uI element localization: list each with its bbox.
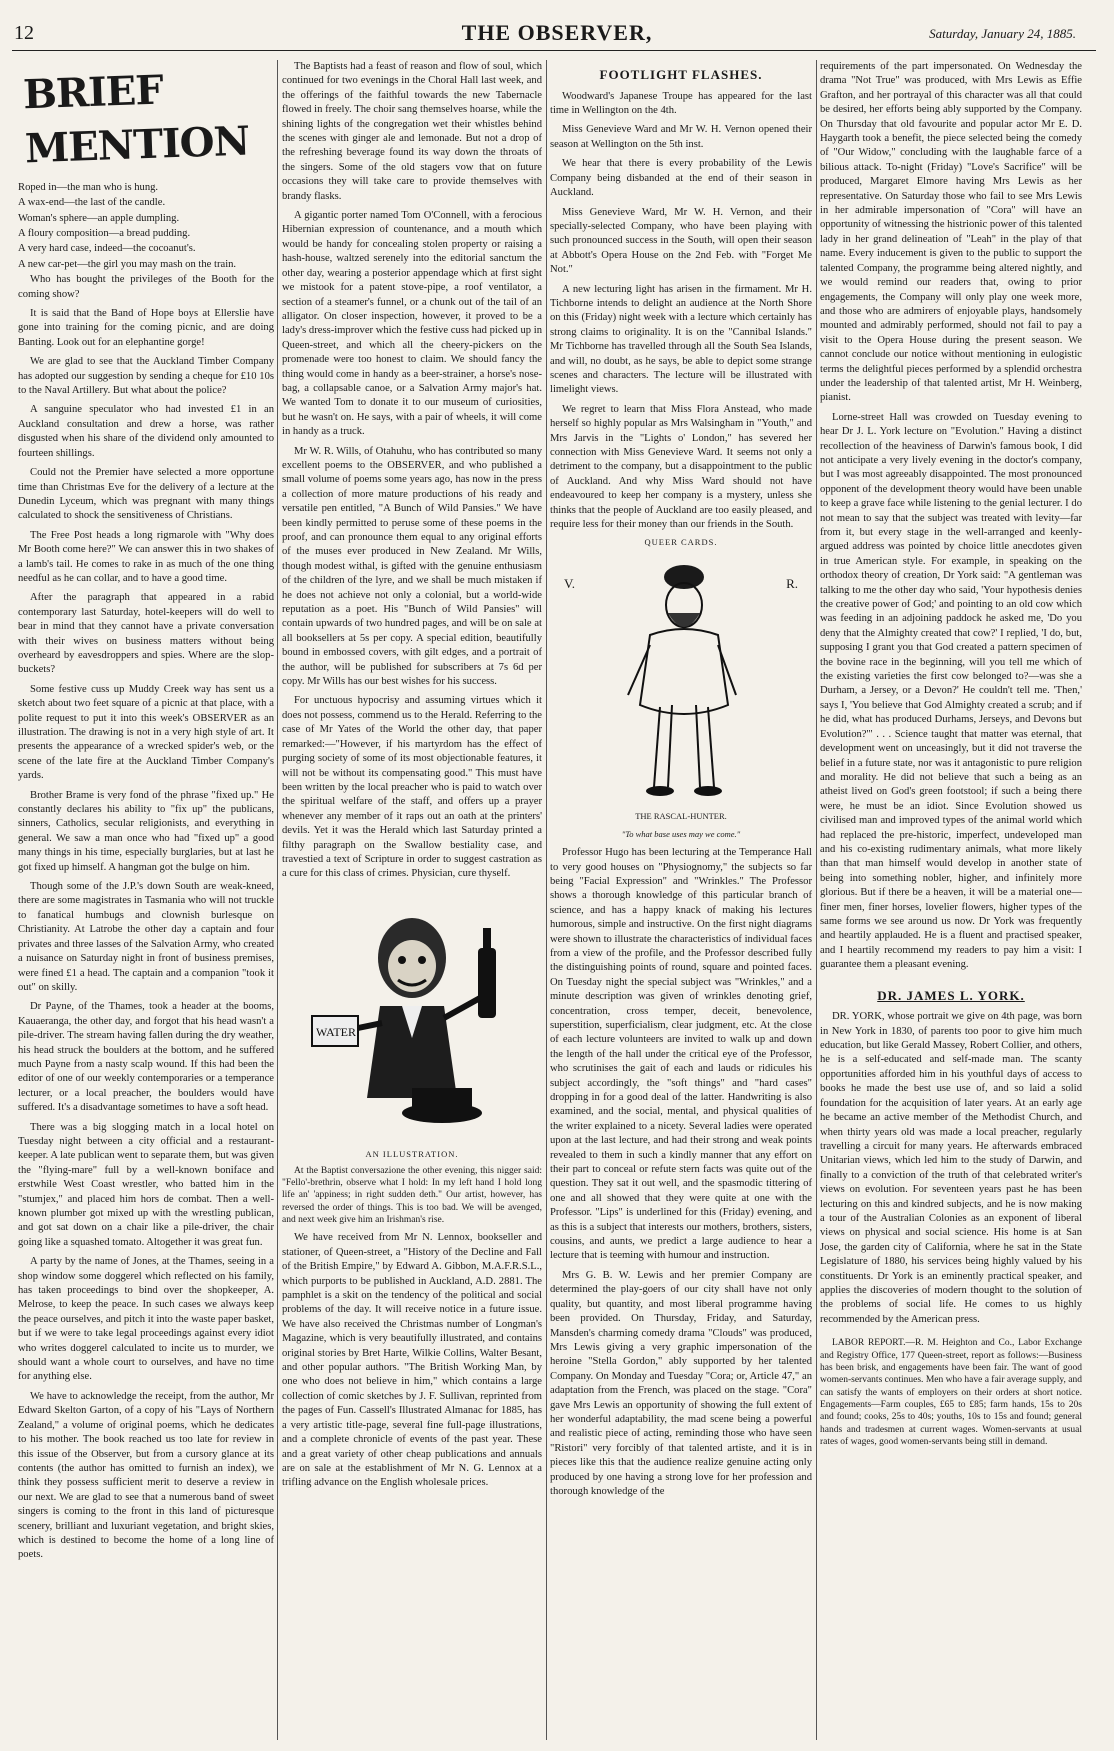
paragraph: Could not the Premier have selected a more opportune time than Christmas Eve for the delivery of a lecture at the Dunedin Lyceum, which was pregnant with many things calculated to shock the sensitiveness of Christians. [18,467,274,522]
paragraph: DR. YORK, whose portrait we give on 4th page, was born in New York in 1830, of parents too poor to give him much education, but like Gerald Massey, Robert Collier, and others, he is a self-educated and self-made man. The scanty opportunities afforded him in his youthful days of access to books he made the best use use of, and so laid a solid foundation for the acquisition of later years. At an early age he became an active member of the Methodist Church, and when thirty years old was made a local preacher, regularly travelling a circuit for many years. He afterwards embraced Unitarian views, which led him to the study of Darwin, and finally to a conviction of the truth of that celebrated writer's views on evolution. For seventeen years past he has been lecturing on this and kindred subjects, and he is now making a tour of the Australian Colonies as an exponent of liberal views on physical and social science. His home is at San Jose, the garden city of California, where he sat in the State Legislature of 1880, his services being highly valued by his constituents. Dr York is an eminently practical speaker, and applies the discoveries of modern thought to the solution of the problems of social life. He comes to us highly recommended by the American press. [820,1011,1082,1325]
york-heading: DR. JAMES L. YORK. [877,987,1025,1003]
paragraph: For unctuous hypocrisy and assuming virtues which it does not possess, commend us to the Herald. Referring to the case of Mr Yates of the World the other day, that paper remarked:—"However, if his martyrdom has the effect of purging society of some of its most objectionable features, it will not be without its compensating good." This must have been written by the local preacher who is paid to watch over the spiritual welfare of the staff, and offers up a prayer whenever any member of it raps out an oath at the printers' devils. Yet it was the Herald which last Saturday printed a filthy paragraph on the Swallow bestiality case, and travestied a text of Scripture in order to suggest castration as a cure for this class of crimes. Physician, cure thyself. [282,695,542,880]
short-lines [18,181,274,272]
column-rule [546,60,547,1740]
drinker-cartoon [282,888,542,1138]
paragraph: We have received from Mr N. Lennox, bookseller and stationer, of Queen-street, a "History of the Decline and Fall of the British Empire," by Edward A. Gibbon, M.A.F.R.S.L., which purports to be published in Auckland, A.D. 2881. The pamphlet is a skit on the tendency of the political and social problems of the day. It will receive notice in a future issue. We have also received the Christmas number of Longman's Magazine, which is very beautifully illustrated, and contains original stories by Bret Harte, Wilkie Collins, Walter Besant, and other popular authors. "The British Working Man, by one who does not believe in him," which contains a large collection of comic sketches by J. F. Sullivan, reprinted from the pages of Fun. Cassell's Illustrated Almanac for 1885, has a very artistic title-page, several fine full-page illustrations, and a complete chronicle of events of the past year. These and a great variety of other cheap publications and annuals are on sale at the establishment of Mr N. G. Lennox at a trifling advance on the English wholesale prices. [282,1232,542,1489]
paragraph: Brother Brame is very fond of the phrase "fixed up." He constantly declares his ability to "fix up" the publicans, sinners, Catholics, secular religionists, and everything in general. We saw a man once who had "fixed up" a good many things in his time, especially burglaries, but at last he got fixed up himself. A hangman got the bulge on him. [18,789,274,873]
short-line: A floury composition—a bread pudding. [18,228,191,239]
labour-report: LABOR REPORT.—R. M. Heighton and Co., Labor Exchange and Registry Office, 177 Queen-street, report as follows:—Business has been brisk, and engagements have been fair. The want of good women-servants continues. Men who have a fair average supply, and can satisfy the wants of employers on their orders at short notice. Engagements—Farm couples, £65 to £85; farm hands, 15s to 20s and found; cooks, 25s to 40s; youths, 10s to 15s and found; general hands and tradesmen at current wages. Women-servants at usual rates of wages, good women-servants being still in demand. [820,1338,1082,1447]
column-1 [18,60,274,1740]
paragraph: Mrs G. B. W. Lewis and her premier Company are determined the play-goers of our city shall have not only quality, but quantity, and most liberal programme having been provided. On Thursday, Friday, and Saturday, Mansden's charming comedy drama "Clouds" was produced, Mrs Lewis giving a very graphic impersonation of the heroine "Stella Gordon," ably supported by her talented Company. On Monday and Tuesday "Cora; or, Article 47," an adaptation from the French, was placed on the stage. "Cora" gave Mrs Lewis an opportunity of showing the full extent of her wonderful adaptability, the mad scene being a powerful and realistic piece of acting, reminding those who have seen "Ristori" very forcibly of that talented artiste, and it is in pieces like this that the audience realize genuine acting only produced by one having a strong love for her profession and thorough knowledge of the [550,1269,812,1497]
illustration-caption: THE RASCAL-HUNTER. [635,811,727,821]
paragraph: There was a big slogging match in a local hotel on Tuesday night between a city official and a restaurant-keeper. A late publican went to separate them, but was given the "flying-mare" full by a well-known boniface and erstwhile West Coast wrestler, who batted him in the "stumjex," and placed him hors de combat. Then a well-known plumber got mixed up with the wrestling publican, and got sat down on a chair like a pile-driver, the chair going like a squashed tomato. Altogether it was great fun. [18,1121,274,1248]
paragraph: Dr Payne, of the Thames, took a header at the booms, Kauaeranga, the other day, and forgot that his head wasn't a pile-driver. The stream having fallen during the dry weather, his head struck the boulders at the bottom, and he suffered much Payne from a nasty scalp wound. If this had been the editor of one of our weekly contemporaries or a temperance lecturer, or a local preacher, the boulders would have suffered. It's a disadvantage sometimes to have a soft head. [18,1001,274,1114]
brief-mention-heading: BRIEF MENTION [22,66,250,173]
header-rule [12,50,1096,51]
paragraph: The Baptists had a feast of reason and flow of soul, which continued for two evenings in the Choral Hall last week, and the offerings of the faithful towards the new Tabernacle flowed in freely. The choir sang themselves hoarse, while the shining lights of the congregation wet their whistles behind the scenes with ginger ale and lemonade. But not a drop of the refreshing beverage found its way down the throats of the singers. Some of the old stagers vow that on future occasions they will take care to provide themselves with brandy flasks. [282,61,542,202]
paragraph: requirements of the part impersonated. On Wednesday the drama "Not True" was produced, with Mrs Lewis as Effie Grafton, and her portrayal of this character was all that could be desired, her efforts being ably supported by the Company. On Thursday that old favourite and popular actor Mr E. D. Haygarth took a benefit, the piece selected being the comedy of "Our Widow," concluding with the laughable farce of a bilious attack. To-night (Friday) "Love's Sacrifice" will be produced, Margaret Elmore having Mrs Lewis as her representative. On Saturday those who fail to see Mrs Lewis in her admirable impersonation of "Cora" will have an opportunity of witnessing the histrionic power of this talented lady in her grand delineation of "Leah" in the play of that name. Every inducement is given to the public to support the talented Company, the programme being altered nightly, and we would remind our readers that, owing to prior engagements, the Company will only play one week more, and those who are admirers of enjoyable plays, handsomely mounted and admirably performed, should not fail to pay a visit to the Opera House during the present season. We cannot conclude our notice without mentioning in eulogistic terms the delightful pieces performed by a splendid orchestra under the leadership of that talented artist, Mr H. Weinberg, pianist. [820,61,1082,404]
paragraph: A sanguine speculator who had invested £1 in an Auckland consultation and drew a horse, was rather disgusted when his share of the dividend only amounted to fourteen shillings. [18,404,274,459]
paragraph: We hear that there is every probability of the Lewis Company being disbanded at the end of their season in Auckland. [550,158,812,199]
paragraph: Mr W. R. Wills, of Otahuhu, who has contributed so many excellent poems to the OBSERVER, and who published a small volume of poems some years ago, has now in the press a collection of more mature productions of his ready and versatile pen entitled, "A Bunch of Wild Pansies." We have been kindly permitted to peruse some of these poems in the proof, and can pronounce them equal to any original efforts of the muses ever produced in New Zealand. Mr Wills, though modest withal, is gifted with the genuine enthusiasm of the children of the lyre, and we shall be much mistaken if he does not achieve not only a colonial, but a world-wide reputation as a poet. His "Bunch of Wild Pansies" will contain upwards of two hundred pages, and will be on sale at all booksellers at 5s per copy. A special edition, beautifully bound in embossed covers, with gilt edges, and a portrait of the author, will be published for subscribers at 7s 6d per copy. Mr Wills has our best wishes for his success. [282,445,542,688]
column-rule [816,60,817,1740]
column-rule [277,60,278,1740]
column-3 [550,60,812,1740]
paragraph: Lorne-street Hall was crowded on Tuesday evening to hear Dr J. L. York lecture on "Evolution." Having a distinct recollection of the heaviness of Darwin's famous book, I did not anticipate a very lively evening in the doctor's company, but I was most agreeably disappointed. The most pronounced opponent of the development theory would have been unable to keep a grave face while listening to the genial lecturer. I do not mean to say that the subject was treated with levity—far from it, but every stage in the well-arranged and keenly-argued address was pointed by choice little anecdotes given in true American style. For example, in speaking on the orthodox theory of creation, Dr York said: "A gentleman was talking to me the other day who said, 'Your hypothesis denies the creative power of God;' and pointing to an old cow which was feeding in an adjoining paddock he asked me, 'Do you deny that the Almighty created that cow?' I replied, 'I do, but, supposing I grant you that God created a pattern specimen of the bovine race in the beginning, will you tell me which of the existing varieties the first cow belonged to?—was she a Durham, a Jersey, or a Devon?' He couldn't tell me. 'Then,' says I, 'You believe that God Almighty created a scrub; and if he did, what has produced Durhams, Jerseys, and Devons but Evolution?'" . . . Science taught that matter was eternal, that development went on unceasingly, but it did not traverse the belief in a future state, nor was it antagonistic to pure religion and morality. He did not believe that such a being as an atheist lived on God's green footstool; if such a being there were, he must be an idiot. Since Evolution showed us civilised man and improved types of the animal world which had replaced the pre-historic, imperfect, undeveloped man and his co-existing rudimentary animals, what more likely than that man himself would develop in another state of being into something nobler, higher, and infinitely more glorious. But if there be a heaven, it will be a material one—finer men, finer horses, lovelier flowers, higher types of the same forms we see around us now. Dr York was frequently and heartily applauded. He is a fluent and practised speaker, and I heartily recommend my readers to pay him a visit: I guarantee them a pleasant evening. [820,411,1082,971]
issue-date: Saturday, January 24, 1885. [929,26,1076,41]
paragraph: We have to acknowledge the receipt, from the author, Mr Edward Skelton Garton, of a copy of his "Lays of Northern Zealand," a volume of original poems, which he dedicates to his mother. The book reached us too late for review in this issue of the Observer, but from a cursory glance at its contents (the author has omitted to furnish an index), we think they possess sufficient merit to deserve a review in our next. We are glad to see that a numerous band of sweet singers is coming to the front in this land of picturesque scenery, brilliant and luxuriant vegetation, and bright skies, which is destined to become the home of a long line of poets. [18,1390,274,1561]
short-line: A wax-end—the last of the candle. [18,197,166,209]
paragraph: Miss Genevieve Ward, Mr W. H. Vernon, and their specially-selected Company, who have been playing with such pronounced success in the South, will open their season at Abbott's Opera House on the 2nd Feb. with "Forget Me Not." [550,206,812,276]
paragraph: After the paragraph that appeared in a rabid contemporary last Saturday, hotel-keepers will do well to bear in mind that they cannot have a private conversation with their wives on business matters without being overheard by eavesdroppers and spies. Where are the slop-buckets? [18,592,274,676]
paragraph: A gigantic porter named Tom O'Connell, with a ferocious Hibernian expression of countenance, and a mouth which would be handy for concealing stolen property or raising a hash-house, waltzed serenely into the editorial sanctum the other day, wearing a posterior appendage which at first sight we mistook for a patent stove-pipe, a roof ventilator, a section of a steamer's funnel, or a chunk out of the tail of an alligator. On closer inspection, however, it proved to be a lady's dress-improver which the festive cuss had picked up in Queen-street, and which all the cheery-pickers on the promenade were too honest to claim. We should fancy the thing would come in handy as a beer-strainer, a horse's nose-bag, a collapsable canoe, or a Salvation Army major's hat. We wanted Tom to donate it to our museum of curiosities, but he wasn't on. He says, with a pair of wheels, it will come in handy as a truck. [282,210,542,438]
queer-cards-title: QUEER CARDS. [644,537,718,548]
paragraph: Woodward's Japanese Troupe has appeared for the last time in Wellington on the 4th. [550,90,812,117]
short-line: Roped in—the man who is hung. [18,181,159,193]
illustration-rascal-hunter [550,555,812,805]
paragraph: We regret to learn that Miss Flora Anstead, who made herself so highly popular as Mrs Walsingham in "Youth," and Mrs Jarvis in the "Lights o' London," has severed her connection with Miss Genevieve Ward. It seems not only a detriment to the company, but a disappointment to the public of Auckland. And why Miss Ward should not have endeavoured to keep her company is a mystery, unless she thinks that the people of Auckland are too easily pleased, and require less for their money than our friends in the South. [550,403,812,531]
illustration-caption: AN ILLUSTRATION. [365,1149,459,1160]
paragraph: A party by the name of Jones, at the Thames, seeing in a shop window some doggerel which reflected on his family, has taken proceedings to bind over the shopkeeper, A. Melrose, to keep the peace. In such cases we always keep the peace ourselves, and pitch it into the waste paper basket, but if we were to take legal proceedings against every idiot who writes doggerel calculated to incite us to murder, we should want a whole court to ourselves, and have no time for anything else. [18,1256,274,1383]
illustration-drinker [282,888,542,1143]
paragraph: A new lecturing light has arisen in the firmament. Mr H. Tichborne intends to delight an audience at the North Shore on this (Friday) night week with a lecture which certainly has strong claims to originality. It is on the "Cannibal Islands." Mr Tichborne has travelled through all the South Sea Islands, and will, no doubt, as he says, be able to depict some strange scenes and characters. The lecture will be illustrated with limelight views. [550,283,812,396]
short-line: Woman's sphere—an apple dumpling. [18,212,180,224]
card-left-letter: V. [564,576,575,591]
paragraph: Miss Genevieve Ward and Mr W. H. Vernon opened their season at Wellington on the 5th inst. [550,124,812,150]
paragraph: Professor Hugo has been lecturing at the Temperance Hall to very good houses on "Physiognomy," the subjects so far being "Facial Expression" and "Wrinkles." The Professor shows a thorough knowledge of this particular branch of science, and has a happy knack of making his lectures humorous, simple and instructive. On the first night diagrams were shown to illustrate the characteristics of individual faces from a view of the profile, and the Professor described fully the distinguishing points of round, square and pointed faces. On Tuesday night the special subject was "Wrinkles," and a minute description was given of wrinkles denoting grief, concentration, cross temper, deceit, benevolence, superstition, superficialism, clear judgment, etc. At the close of each lecture volunteers are invited to walk up and down the length of the hall under the critical eye of the Professor, who scrutinises the gait of each and lauds or ridicules his subject accordingly, the "soft things" and "hard cases" dropping in for a good deal of the latter. Handwriting is also examined, and the social, mental, and physical qualities of the writer explained to a nicety. Several ladies were operated upon at the last lecture, and had their strong and weak points revealed to them in such a kindly manner that any effort on their part to conceal or refute stern facts was quite out of the question. They sat it out well, and the spasmodic tittering of one and all showed that they were quite at one with the Professor. "Lips" is underlined for this (Friday) evening, and as this is a subject that interests our mothers, brothers, sisters, cousins, and aunts, we predict a large audience to hear a lecture that is teeming with humour and instruction. [550,847,812,1262]
paragraph: The Free Post heads a long rigmarole with "Why does Mr Booth come here?" We can answer this in two shakes of a lamb's tail. He comes to rake in as much of the one thing needful as he can collar, and to have a good time. [18,529,274,584]
water-label: WATER [316,1024,356,1039]
short-line: A new car-pet—the girl you may mash on the train. [18,258,237,270]
paragraph: Though some of the J.P.'s down South are weak-kneed, there are some magistrates in Tasmania who will not truckle to fanatical humbugs and clownish burlesque on Christianity. At Latrobe the other day a captain and four privates and three lasses of the Salvation Army, who created a nuisance on Saturday night in front of business premises, were fined £1 a head. The captain and a companion "took it out" on skilly. [18,881,274,993]
rascal-hunter-cartoon [550,555,812,805]
page-number: 12 [14,22,34,44]
paragraph: We are glad to see that the Auckland Timber Company has adopted our suggestion by sending a cheque for £10 10s to the Naval Artillery. But what about the police? [18,356,274,397]
paragraph: Some festive cuss up Muddy Creek way has sent us a sketch about two feet square of a picnic at that place, with a polite request to put it into this week's OBSERVER as an illustration. The drawing is not in a very high style of art. It presents the appearance of a wrecked spider's web, or the scene of the late fire at the Auckland Timber Company's yards. [18,683,274,782]
newspaper-title: THE OBSERVER, [461,20,653,45]
card-right-letter: R. [786,576,798,591]
masthead [0,0,1114,52]
column-2 [282,60,542,1740]
column-4 [820,60,1082,1740]
caption-note: At the Baptist conversazione the other evening, this nigger said: "Fello'-brethrin, observe what I hold: In my left hand I hold long life an' 'appiness; in right sudden deth." Our artist, however, has reversed the order of things. This is too bad. We will be avenged, and next week give him an Irishman's rise. [282,1165,542,1226]
paragraph: Who has bought the privileges of the Booth for the coming show? [18,274,274,300]
footlight-heading: FOOTLIGHT FLASHES. [599,67,763,82]
short-line: A very hard case, indeed—the cocoanut's. [18,243,196,255]
illustration-quote: "To what base uses may we come." [621,828,741,839]
paragraph: It is said that the Band of Hope boys at Ellerslie have gone into training for the coming picnic, and are doing Banting. Look out for an elephantine gorge! [18,308,274,348]
